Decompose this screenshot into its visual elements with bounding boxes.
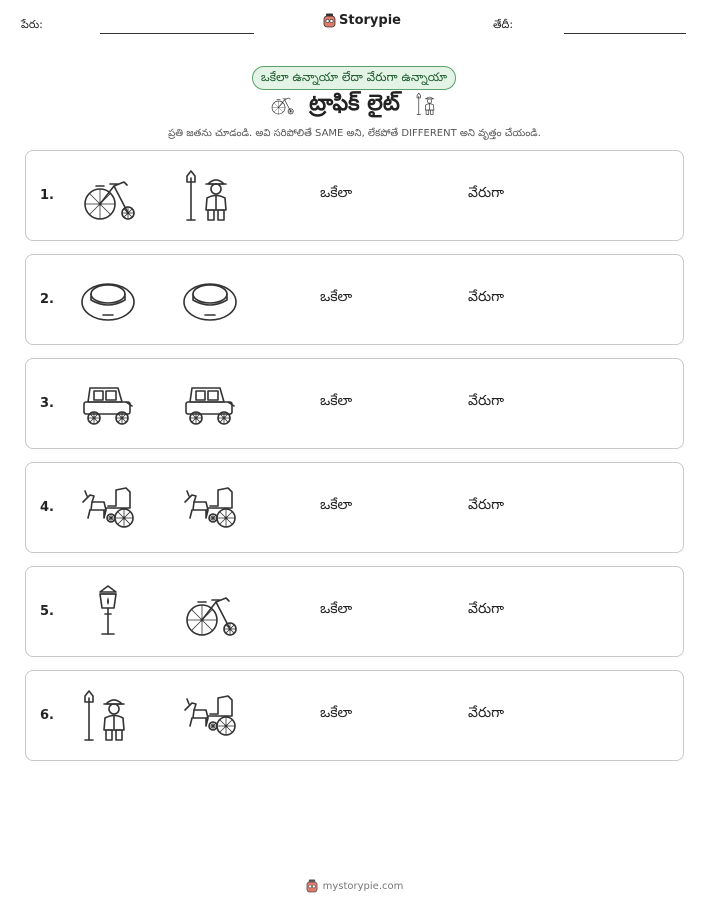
- right-picture: [180, 272, 240, 328]
- horse-carriage-icon: [78, 480, 138, 536]
- row-number: 2.: [40, 292, 54, 307]
- different-option[interactable]: వేరుగా: [468, 185, 504, 201]
- left-picture: [78, 272, 138, 328]
- different-option[interactable]: వేరుగా: [468, 601, 504, 617]
- row-number: 4.: [40, 500, 54, 515]
- exercise-row-4: [25, 462, 684, 553]
- car-icon: [180, 376, 240, 432]
- button-icon: [78, 272, 138, 328]
- bicycle-icon: [78, 168, 138, 224]
- exercise-row-5: [25, 566, 684, 657]
- different-option[interactable]: వేరుగా: [468, 289, 504, 305]
- exercise-row-1: [25, 150, 684, 241]
- row-number: 5.: [40, 604, 54, 619]
- right-picture: [180, 688, 240, 744]
- footer: [0, 879, 709, 893]
- police-officer-icon: [180, 168, 240, 224]
- horse-carriage-icon: [180, 480, 240, 536]
- same-option[interactable]: ఒకేలా: [320, 705, 353, 721]
- brand-logo: [323, 13, 401, 28]
- same-option[interactable]: ఒకేలా: [320, 601, 353, 617]
- brand-name: Storypie: [339, 13, 401, 28]
- name-label: పేరు:: [21, 18, 43, 31]
- police-officer-icon-graphic: [414, 91, 440, 117]
- police-officer-icon: [78, 688, 138, 744]
- page-title: ట్రాఫిక్ లైట్: [309, 91, 400, 116]
- row-number: 6.: [40, 708, 54, 723]
- button-icon: [180, 272, 240, 328]
- same-option[interactable]: ఒకేలా: [320, 185, 353, 201]
- left-picture: [78, 688, 138, 744]
- footer-url: mystorypie.com: [322, 880, 404, 892]
- left-picture: [78, 480, 138, 536]
- right-picture: [180, 480, 240, 536]
- title-bicycle-icon: [269, 91, 295, 121]
- same-option[interactable]: ఒకేలా: [320, 289, 353, 305]
- title-row: [0, 89, 709, 123]
- date-field-line[interactable]: [564, 33, 686, 34]
- left-picture: [78, 376, 138, 432]
- left-picture: [78, 584, 138, 640]
- left-picture: [78, 168, 138, 224]
- different-option[interactable]: వేరుగా: [468, 497, 504, 513]
- exercise-row-2: [25, 254, 684, 345]
- exercise-row-3: [25, 358, 684, 449]
- title-police-officer-icon: [414, 91, 440, 121]
- right-picture: [180, 168, 240, 224]
- row-number: 3.: [40, 396, 54, 411]
- same-option[interactable]: ఒకేలా: [320, 393, 353, 409]
- storypie-mascot-icon: [323, 13, 336, 28]
- row-number: 1.: [40, 188, 54, 203]
- subtitle-pill: ఒకేలా ఉన్నాయా లేదా వేరుగా ఉన్నాయా: [252, 66, 456, 90]
- bicycle-icon-graphic: [269, 91, 295, 117]
- date-label: తేదీ:: [493, 18, 514, 31]
- name-field-line[interactable]: [100, 33, 254, 34]
- storypie-mascot-icon: [306, 879, 318, 893]
- car-icon: [78, 376, 138, 432]
- horse-carriage-icon: [180, 688, 240, 744]
- exercise-row-6: [25, 670, 684, 761]
- right-picture: [180, 376, 240, 432]
- different-option[interactable]: వేరుగా: [468, 393, 504, 409]
- street-lamp-icon: [78, 584, 138, 640]
- different-option[interactable]: వేరుగా: [468, 705, 504, 721]
- same-option[interactable]: ఒకేలా: [320, 497, 353, 513]
- bicycle-icon: [180, 584, 240, 640]
- instructions: ప్రతి జతను చూడండి. అవి సరిపోలితే SAME అని, లేకపోతే DIFFERENT అని వృత్తం చేయండి.: [168, 128, 541, 139]
- right-picture: [180, 584, 240, 640]
